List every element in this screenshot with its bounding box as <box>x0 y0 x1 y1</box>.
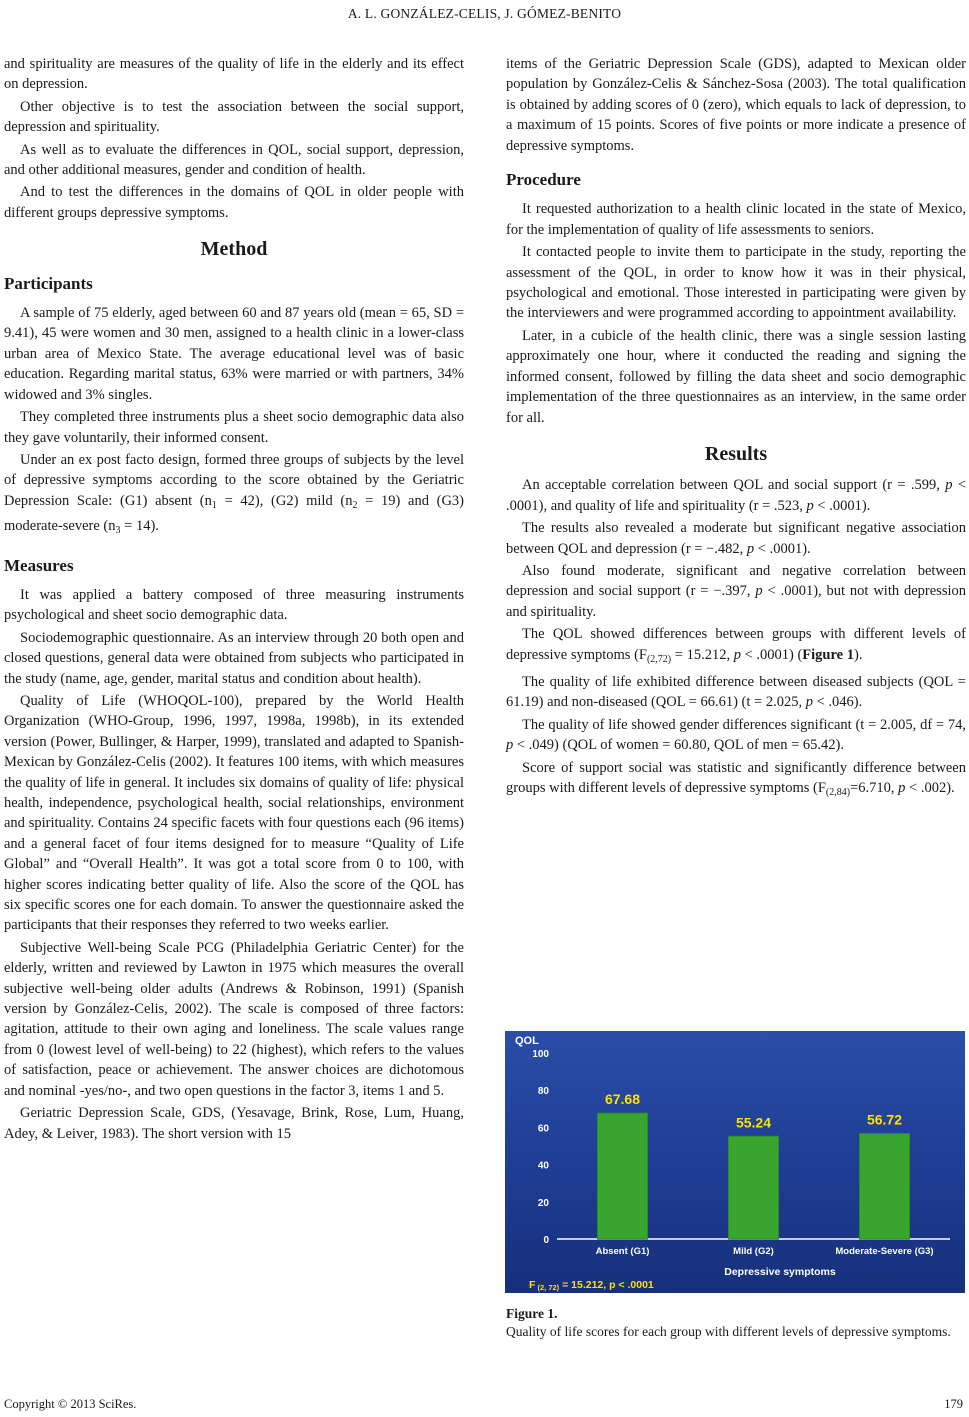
stats-annotation: F (2, 72) = 15.212, p < .0001 <box>529 1279 654 1292</box>
paragraph: It was applied a battery composed of three measuring instruments psychological and sheet socio demographic data. <box>4 586 464 624</box>
subsection-heading-participants: Participants <box>4 273 93 293</box>
footer-copyright: Copyright © 2013 SciRes. <box>4 1397 137 1411</box>
figure-caption-text: Quality of life scores for each group with different levels of depressive symptoms. <box>506 1324 951 1339</box>
subsection-heading-procedure: Procedure <box>506 170 581 190</box>
paragraph: Sociodemographic questionnaire. As an interview through 20 both open and closed questions, general data were obtained from subjects who participated in the study (name, age, gender, marital status and condition about health). <box>4 629 464 687</box>
x-category-label: Moderate-Severe (G3) <box>835 1246 934 1257</box>
bar-chart-svg <box>505 1031 965 1293</box>
x-category-label: Absent (G1) <box>595 1246 650 1257</box>
running-header: A. L. GONZÁLEZ-CELIS, J. GÓMEZ-BENITO <box>347 6 622 21</box>
paragraph: Score of support social was statistic and significantly difference between groups with different levels of depressive symptoms ($F_{(2,84)}=6.710$, p < .002). <box>506 759 966 798</box>
paragraph: It contacted people to invite them to participate in the study, reporting the assessment of the QOL, in order to know how it was in their physical, psychological and emotional. Those interested in participating were given by the interviewers and were programmed according to appointment availability. <box>506 244 966 322</box>
x-axis-label: Depressive symptoms <box>724 1266 836 1278</box>
y-tick-label: 0 <box>543 1235 549 1246</box>
section-heading-method: Method <box>200 238 268 261</box>
paragraph: The quality of life exhibited difference between diseased subjects (QOL = 61.19) and non-diseased (QOL = 66.61) (t = 2.025, p < .046). <box>506 673 966 711</box>
page-number: 179 <box>944 1397 963 1411</box>
y-tick-label: 40 <box>537 1160 549 1172</box>
paragraph: Also found moderate, significant and negative correlation between depression and social support (r = −.397, p < .0001), but not with depression and spirituality. <box>506 562 966 620</box>
paragraph: An acceptable correlation between QOL and social support (r = .599, p < .0001), and quality of life and spirituality (r = .523, p < .0001). <box>506 477 966 514</box>
left-column <box>4 54 464 1146</box>
subsection-heading-measures: Measures <box>4 555 74 575</box>
paragraph: and spirituality are measures of the quality of life in the elderly and its effect on depression. <box>4 56 464 93</box>
paragraph: Under an ex post facto design, formed three groups of subjects by the level of depressive symptoms according to the score obtained by the Geriatric Depression Scale: (G1) absent $(n_1 = 42)$, (G2) mild $(n_2 = 19)$ and (G3) moderate-severe $(n_3 = 14)$. <box>4 451 465 537</box>
paragraph: Later, in a cubicle of the health clinic, there was a single session lasting approximately one hour, where it conducted the reading and signing the informed consent, followed by filling the data sheet and socio demographic implementation of the three questionnaires as an interview, in the same order for all. <box>506 327 966 426</box>
figure-caption-title: Figure 1. <box>506 1306 558 1321</box>
bar-value-label: 55.24 <box>735 1114 772 1131</box>
y-tick-label: 80 <box>537 1086 549 1098</box>
paragraph: items of the Geriatric Depression Scale (GDS), adapted to Mexican older population by González-Celis & Sánchez-Sosa (2003). The total qualification is obtained by adding scores of 0 (zero), which equals to lack of depression, to a maximum of 15 points. Scores of five points or more indicate a presence of depressive symptoms. <box>506 56 966 154</box>
figure-1-chart <box>505 1031 965 1293</box>
paragraph: The QOL showed differences between groups with different levels of depressive symptoms ($F_{(2,72)} = 15.212$, p < .0001) (Figure 1). <box>506 626 966 665</box>
y-tick-label: 60 <box>537 1123 549 1135</box>
bar <box>598 1113 648 1239</box>
y-tick-label: 100 <box>532 1049 549 1060</box>
paragraph: As well as to evaluate the differences in QOL, social support, depression, and other additional measures, gender and condition of health. <box>4 141 464 179</box>
bar <box>729 1136 779 1239</box>
right-column <box>506 54 966 805</box>
paragraph: A sample of 75 elderly, aged between 60 and 87 years old (mean = 65, SD = 9.41), 45 were women and 30 men, assigned to a health clinic in a lower-class urban area of Mexico State. The average educational level was of basic education. Regarding marital status, 63% were married or with partners, 34% widowed and 3% singles. <box>4 305 464 403</box>
section-heading-results: Results <box>704 442 768 465</box>
bar <box>860 1134 910 1239</box>
paragraph: Quality of Life (WHOQOL-100), prepared by the World Health Organization (WHO-Group, 1996, 1997, 1998a, 1998b), in its extended version (Power, Bullinger, & Harper, 1999), translated and adapted to Spanish-Mexican by González-Celis (2002). It features 100 items, with which measures the quality of life in general. It includes six domains of quality of life: physical health, independence, psychological health, social relationships, environment and spirituality. Contains 24 specific facets with four questions each (96 items) and a general facet of four items designed for to measure “Quality of Life Global” and “Overall Health”. It was got a total score from 0 to 100, with higher scores indicating better quality of life. Also the score of the QOL has six specific scores one for each domain. To answer the questionnaire asked the participants that their responses they referred to two weeks earlier. <box>4 692 464 934</box>
paragraph: It requested authorization to a health clinic located in the state of Mexico, for the implementation of quality of life assessments to seniors. <box>506 201 966 238</box>
figure-reference-link: Figure 1 <box>802 646 854 663</box>
paragraph: Geriatric Depression Scale, GDS, (Yesavage, Brink, Rose, Lum, Huang, Adey, & Leiver, 1983). The short version with 15 <box>4 1105 464 1142</box>
paragraph: Other objective is to test the association between the social support, depression and spirituality. <box>4 98 464 136</box>
paragraph: And to test the differences in the domains of QOL in older people with different groups depressive symptoms. <box>4 184 464 221</box>
paragraph: The quality of life showed gender differences significant (t = 2.005, df = 74, p < .049) (QOL of women = 60.80, QOL of men = 65.42). <box>506 716 966 754</box>
chart-title: QOL <box>515 1035 539 1047</box>
bar-value-label: 67.68 <box>604 1091 641 1108</box>
paragraph: The results also revealed a moderate but significant negative association between QOL and depression (r = −.482, p < .0001). <box>506 520 966 557</box>
x-category-label: Mild (G2) <box>733 1246 774 1257</box>
paragraph: Subjective Well-being Scale PCG (Philadelphia Geriatric Center) for the elderly, written and reviewed by Lawton in 1975 which measures the overall subjective well-being older adults (Andrews & Robinson, 1991) (Spanish version by González-Celis, 2002). The scale is composed of three factors: agitation, attitude to their own aging and loneliness. The scale values range from 0 (lowest level of well-being) to 22 (highest), which refers to the values of satisfaction, peace or achievement. The answer choices are dichotomous and nominal -yes/no-, and two open questions in the factor 3, items 1 and 5. <box>4 939 464 1099</box>
paragraph: They completed three instruments plus a sheet socio demographic data also they gave voluntarily, their informed consent. <box>4 409 464 446</box>
bar-value-label: 56.72 <box>866 1111 903 1128</box>
y-tick-label: 20 <box>537 1197 549 1209</box>
